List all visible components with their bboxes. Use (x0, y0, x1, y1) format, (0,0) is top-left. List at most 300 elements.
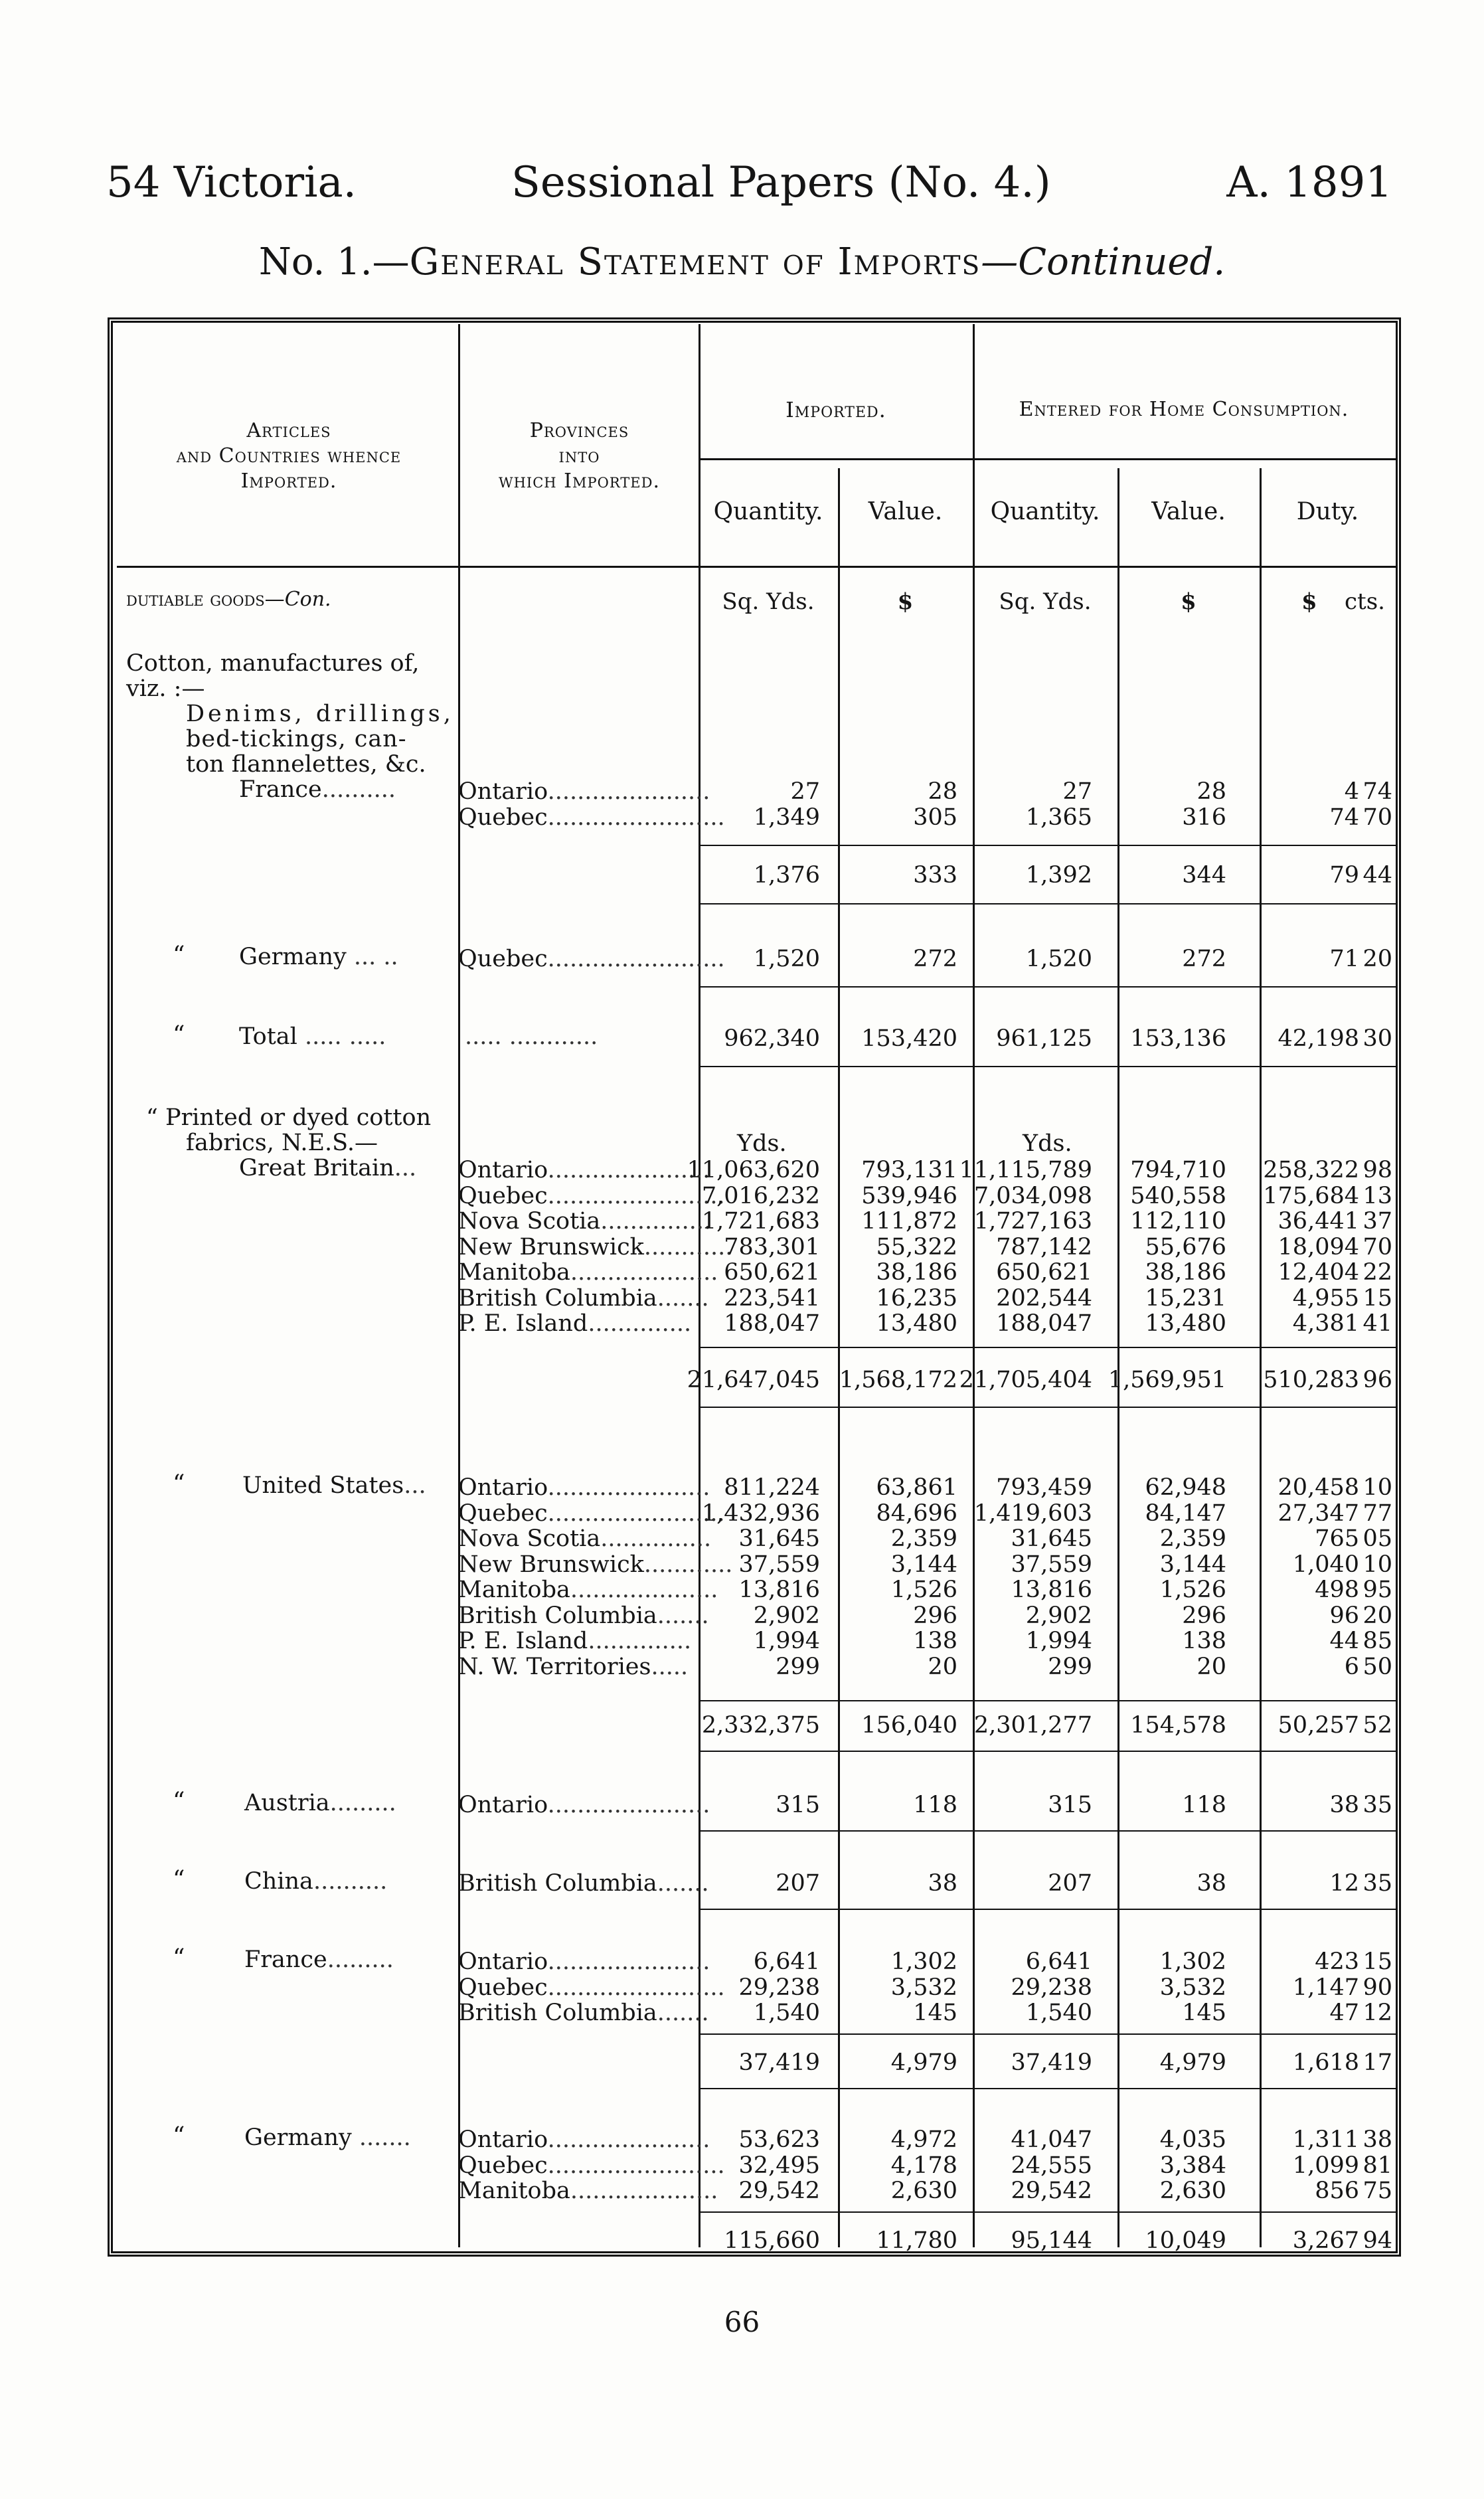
cotton-heading-viz: viz. :— (126, 675, 205, 702)
cell-duty (1278, 1208, 1392, 1235)
leader-dots: ........................ (547, 1500, 725, 1527)
leader-dots: .................... (570, 1259, 718, 1286)
cell-imported-value: 20 (928, 1653, 957, 1680)
group-denims-total (0, 1025, 1484, 1051)
cell-entered-value: 62,948 (1145, 1474, 1226, 1501)
cell-imported-qty: 37,419 (738, 2049, 820, 2076)
cell-imported-qty: 783,301 (724, 1233, 820, 1260)
cell-duty-cents: 12 (1362, 2000, 1392, 2026)
table-row (0, 1792, 1484, 1818)
cell-entered-qty: 37,419 (1011, 2049, 1092, 2076)
cell-province (458, 1654, 688, 1680)
cell-province (458, 778, 710, 805)
leader-dots: ....... (657, 2000, 709, 2026)
country-name: Germany (244, 2124, 352, 2151)
leader-dots: ............... (600, 1208, 712, 1235)
subtotal-rule (699, 903, 1396, 905)
cell-entered-value: 84,147 (1145, 1500, 1226, 1527)
cell-duty (1329, 946, 1392, 972)
cell-duty (1329, 1870, 1392, 1897)
denims-heading: Denims, drillings, (186, 701, 454, 727)
cell-imported-value: 111,872 (861, 1208, 957, 1235)
country-name: China (244, 1868, 313, 1895)
cell-entered-value: 540,558 (1130, 1182, 1226, 1209)
unit-yds: Yds. (737, 1130, 787, 1157)
cell-province (458, 2000, 709, 2026)
leader-dots: ..... ..... (297, 1023, 386, 1050)
table-row (0, 1259, 1484, 1285)
cell-entered-value: 4,979 (1159, 2049, 1226, 2076)
section-label-italic: Con. (284, 588, 331, 611)
leader-dots: ........................ (547, 1182, 725, 1209)
cell-province (458, 804, 725, 831)
province-name: Quebec (458, 804, 548, 831)
cell-entered-qty: 1,540 (1025, 2000, 1092, 2026)
cell-province (458, 1628, 691, 1654)
cell-imported-qty: 1,349 (753, 804, 820, 831)
cell-duty-dollars: 12 (1329, 1870, 1359, 1897)
cell-imported-qty: 29,542 (738, 2178, 820, 2204)
cell-entered-qty: 21,705,404 (959, 1367, 1092, 1393)
unit-duty-dollar: $ (1301, 588, 1317, 615)
province-name: Ontario (458, 778, 548, 805)
cell-duty-dollars: 74 (1329, 804, 1359, 831)
cell-duty-dollars: 175,684 (1263, 1182, 1359, 1209)
ditto-mark: “ (173, 1021, 185, 1049)
province-name: Quebec (458, 946, 548, 972)
cell-imported-value: 11,780 (876, 2227, 957, 2254)
table-row (0, 1157, 1484, 1183)
subtotal-row (0, 1367, 1484, 1393)
cell-entered-qty: 1,994 (1025, 1628, 1092, 1654)
table-row (0, 1974, 1484, 2000)
cell-entered-value: 13,480 (1145, 1310, 1226, 1337)
cell-imported-qty: 2,332,375 (701, 1712, 820, 1739)
table-row (0, 804, 1484, 830)
cell-imported-value: 4,972 (890, 2126, 957, 2153)
country-name: United States (242, 1472, 404, 1499)
cell-duty-cents: 35 (1362, 1792, 1392, 1818)
leader-dots: ... (394, 1155, 417, 1181)
cell-duty-dollars: 1,147 (1292, 1974, 1359, 2001)
cell-imported-qty: 1,432,936 (701, 1500, 820, 1527)
leader-dots: ....... (351, 2124, 411, 2151)
table-row (0, 1628, 1484, 1654)
cell-duty (1315, 1948, 1392, 1975)
leader-dots: .................... (570, 1577, 718, 1603)
province-name: Ontario (458, 1792, 548, 1818)
cell-province (458, 2126, 710, 2153)
cell-duty-cents: 95 (1362, 1577, 1392, 1603)
cell-duty (1278, 1712, 1392, 1739)
group-printed-us (0, 1474, 1484, 1679)
leader-dots: ............ (643, 1551, 733, 1578)
table-row (0, 1551, 1484, 1577)
cell-duty (1293, 2152, 1392, 2179)
group-printed-austria (0, 1792, 1484, 1818)
cell-duty-dollars: 3,267 (1292, 2227, 1359, 2254)
cell-duty-dollars: 71 (1329, 946, 1359, 972)
leader-dots: .............. (588, 1310, 692, 1337)
table-row (0, 1310, 1484, 1336)
cell-duty (1345, 1654, 1392, 1680)
cell-duty (1293, 2227, 1392, 2254)
cell-imported-qty: 1,540 (753, 2000, 820, 2026)
cell-duty-dollars: 18,094 (1278, 1233, 1359, 1260)
cell-province (458, 1974, 725, 2001)
group-printed-gb-total (0, 1367, 1484, 1393)
province-name: Ontario (458, 1948, 548, 1975)
leader-dots: ........................ (547, 804, 725, 831)
province-name: Manitoba (458, 2178, 570, 2204)
group-printed-us-total (0, 1712, 1484, 1738)
province-name: Quebec (458, 1974, 548, 2001)
page-header-center: Sessional Papers (No. 4.) (511, 158, 1051, 207)
cell-entered-value: 1,569,951 (1108, 1367, 1226, 1393)
cell-duty-dollars: 1,040 (1292, 1551, 1359, 1578)
cell-imported-value: 4,979 (890, 2049, 957, 2076)
group-denims-france (0, 778, 1484, 829)
cell-duty-dollars: 4,955 (1292, 1284, 1359, 1312)
cell-entered-value: 55,676 (1145, 1233, 1226, 1260)
page-header-left: 54 Victoria. (106, 158, 357, 207)
col-head-ent-value: Value. (1151, 498, 1226, 525)
leader-dots: ............ (643, 1233, 733, 1260)
cell-imported-value: 145 (913, 2000, 957, 2026)
cell-duty-dollars: 258,322 (1263, 1157, 1359, 1183)
col-head-imported: Imported. (785, 397, 886, 422)
leader-dots: ......... (329, 1790, 396, 1816)
cell-entered-value: 154,578 (1130, 1712, 1226, 1739)
cell-province (458, 1602, 709, 1629)
cell-duty-cents: 98 (1362, 1157, 1392, 1183)
cell-entered-qty: 2,301,277 (973, 1712, 1092, 1739)
cell-duty-dollars: 20,458 (1278, 1474, 1359, 1501)
cell-entered-value: 316 (1182, 804, 1226, 831)
leader-dots: ... .. (346, 944, 398, 970)
subtotal-row (0, 2049, 1484, 2075)
group-denims-france-total (0, 862, 1484, 888)
leader-dots: .................... (570, 2178, 718, 2204)
title-main: General Statement of Imports (409, 240, 981, 284)
country-name: Austria (244, 1790, 330, 1816)
cell-duty-dollars: 498 (1315, 1577, 1359, 1603)
cell-entered-qty: 31,645 (1011, 1525, 1092, 1552)
cell-entered-qty: 11,115,789 (959, 1157, 1092, 1183)
cell-entered-qty: 787,142 (996, 1233, 1092, 1260)
leader-dots: ..... (651, 1653, 689, 1680)
cell-duty-cents: 81 (1362, 2152, 1392, 2179)
cotton-heading: Cotton, manufactures of, (126, 650, 420, 677)
cell-entered-value: 10,049 (1145, 2227, 1226, 2254)
printed-heading: “ Printed or dyed cotton (146, 1104, 432, 1131)
cell-entered-value: 2,630 (1159, 2178, 1226, 2204)
cell-duty-cents: 85 (1362, 1628, 1392, 1654)
group-printed-china (0, 1870, 1484, 1896)
cell-duty-dollars: 27,347 (1278, 1500, 1359, 1527)
cell-duty-dollars: 79 (1329, 862, 1359, 889)
cell-imported-value: 84,696 (876, 1500, 957, 1527)
unit-imp-value: $ (897, 588, 914, 615)
cell-entered-qty: 13,816 (1011, 1577, 1092, 1603)
ditto-mark: “ (173, 1866, 185, 1893)
table-row (0, 2178, 1484, 2203)
group-printed-germany-total (0, 2227, 1484, 2253)
leader-dots: ..... ............ (465, 1023, 598, 1050)
cell-imported-qty: 27 (790, 778, 820, 805)
cell-imported-qty: 21,647,045 (687, 1367, 820, 1393)
subtotal-rule (699, 2033, 1396, 2035)
table-row (0, 1208, 1484, 1234)
cell-entered-qty: 1,392 (1025, 862, 1092, 889)
subtotal-row (0, 862, 1484, 888)
leader-dots: ........................ (547, 1974, 725, 2001)
cell-duty-dollars: 36,441 (1278, 1208, 1359, 1235)
cell-imported-value: 3,532 (890, 1974, 957, 2001)
cell-entered-value: 3,384 (1159, 2152, 1226, 2179)
cell-duty-cents: 44 (1362, 862, 1392, 889)
table-row (0, 1577, 1484, 1602)
cell-imported-qty: 53,623 (738, 2126, 820, 2153)
col-head-imp-qty: Quantity. (713, 498, 823, 525)
cell-entered-qty: 37,559 (1011, 1551, 1092, 1578)
cell-imported-qty: 188,047 (724, 1310, 820, 1337)
cell-duty (1278, 1474, 1392, 1501)
table-row (0, 2126, 1484, 2152)
subtotal-rule (699, 1909, 1396, 1910)
cell-imported-value: 38 (928, 1870, 957, 1897)
subtotal-row (0, 1712, 1484, 1738)
cell-imported-qty: 11,063,620 (687, 1157, 820, 1183)
cell-duty-cents: 37 (1362, 1208, 1392, 1235)
country-name: Great Britain (239, 1155, 394, 1181)
cell-province (458, 1525, 711, 1552)
leader-dots: ...................... (547, 1474, 710, 1501)
cell-duty (1293, 2049, 1392, 2076)
header-rule (699, 458, 1396, 460)
cell-imported-qty: 29,238 (738, 1974, 820, 2001)
cell-province (458, 1208, 711, 1235)
cell-entered-qty: 1,727,163 (973, 1208, 1092, 1235)
table-row (0, 946, 1484, 972)
cell-duty-cents: 22 (1362, 1259, 1392, 1286)
leader-dots: ... (404, 1472, 426, 1499)
col-head-duty: Duty. (1296, 498, 1359, 525)
col-head-provinces-line: which Imported. (499, 470, 660, 493)
cell-imported-value: 4,178 (890, 2152, 957, 2179)
cell-duty (1293, 1551, 1392, 1578)
cell-province (458, 946, 725, 972)
leader-dots: ........................ (547, 2152, 725, 2179)
table-row (0, 778, 1484, 804)
subtotal-rule (699, 845, 1396, 846)
cell-duty-cents: 15 (1362, 1948, 1392, 1975)
cell-entered-qty: 202,544 (996, 1284, 1092, 1312)
subtotal-rule (699, 2088, 1396, 2089)
cell-imported-qty: 223,541 (724, 1284, 820, 1312)
cell-imported-qty: 37,559 (738, 1551, 820, 1578)
cell-province (458, 1577, 718, 1603)
cell-entered-value: 138 (1182, 1628, 1226, 1654)
table-row (0, 1474, 1484, 1500)
cell-imported-value: 539,946 (861, 1182, 957, 1209)
cell-province (458, 1870, 709, 1897)
title-suffix: —Continued. (981, 240, 1226, 284)
cell-duty-cents: 15 (1362, 1284, 1392, 1312)
denims-heading: bed-tickings, can- (186, 726, 407, 752)
province-name: P. E. Island (458, 1628, 588, 1654)
cell-duty-dollars: 4 (1344, 778, 1359, 805)
province-name: N. W. Territories (458, 1653, 651, 1680)
cell-imported-value: 305 (913, 804, 957, 831)
cell-imported-qty: 6,641 (753, 1948, 820, 1975)
cell-imported-value: 2,630 (890, 2178, 957, 2204)
cell-imported-qty: 207 (776, 1870, 820, 1897)
cell-province (458, 1551, 732, 1578)
province-name: Quebec (458, 1182, 548, 1209)
cell-duty (1263, 1157, 1392, 1183)
cell-duty-cents: 94 (1362, 2227, 1392, 2254)
province-name: British Columbia (458, 2000, 657, 2026)
cell-duty-dollars: 47 (1329, 2000, 1359, 2026)
group-printed-france-total (0, 2049, 1484, 2075)
cell-imported-qty: 1,994 (753, 1628, 820, 1654)
cell-imported-qty: 299 (776, 1653, 820, 1680)
cell-imported-value: 333 (913, 862, 957, 889)
cell-duty-cents: 38 (1362, 2126, 1392, 2153)
cell-imported-value: 13,480 (876, 1310, 957, 1337)
leader-dots: ...................... (547, 1948, 710, 1975)
cell-entered-qty: 961,125 (996, 1025, 1092, 1052)
cell-entered-qty: 95,144 (1011, 2227, 1092, 2254)
cell-province (458, 1500, 725, 1527)
country-name: Germany (239, 944, 347, 970)
province-name: P. E. Island (458, 1310, 588, 1337)
cell-entered-qty: 27 (1062, 778, 1092, 805)
cell-entered-qty: 315 (1048, 1792, 1092, 1818)
cell-duty (1263, 1183, 1392, 1209)
table-row (0, 1025, 1484, 1051)
ditto-mark: “ (173, 1788, 185, 1815)
col-head-articles-line: Imported. (240, 470, 337, 493)
province-name: Ontario (458, 2126, 548, 2153)
ditto-mark: “ (173, 1470, 185, 1498)
table-row (0, 1525, 1484, 1551)
cell-province (458, 1183, 725, 1209)
page-header-right: A. 1891 (1226, 158, 1392, 207)
header-rule (117, 566, 1396, 568)
cell-province (458, 1259, 718, 1286)
cell-entered-value: 272 (1182, 946, 1226, 972)
leader-dots: .......... (313, 1868, 388, 1895)
cell-entered-value: 118 (1182, 1792, 1226, 1818)
cell-imported-value: 3,144 (890, 1551, 957, 1578)
table-row (0, 2000, 1484, 2025)
cell-imported-value: 1,568,172 (839, 1367, 957, 1393)
cell-entered-value: 1,526 (1159, 1577, 1226, 1603)
unit-ent-value: $ (1181, 588, 1196, 615)
subtotal-rule (699, 986, 1396, 988)
cell-duty-cents: 90 (1362, 1974, 1392, 2001)
cell-imported-qty: 2,902 (753, 1602, 820, 1629)
cell-duty-cents: 10 (1362, 1551, 1392, 1578)
province-name: Quebec (458, 2152, 548, 2179)
cell-duty (1293, 1974, 1392, 2001)
cell-imported-value: 118 (913, 1792, 957, 1818)
subtotal-rule (699, 1700, 1396, 1701)
cell-duty (1278, 1259, 1392, 1286)
denims-heading: ton flannelettes, &c. (186, 751, 426, 778)
cell-imported-value: 16,235 (876, 1284, 957, 1312)
cell-entered-value: 794,710 (1130, 1157, 1226, 1183)
cell-duty-dollars: 4,381 (1292, 1310, 1359, 1337)
col-head-articles-line: Articles (246, 419, 331, 442)
group-printed-france (0, 1948, 1484, 2025)
cell-entered-value: 344 (1182, 862, 1226, 889)
subtotal-rule (699, 2211, 1396, 2213)
leader-dots: ............... (600, 1525, 712, 1552)
cell-entered-qty: 299 (1048, 1653, 1092, 1680)
cell-entered-qty: 29,238 (1011, 1974, 1092, 2001)
subtotal-rule (699, 1347, 1396, 1348)
cell-duty-cents: 30 (1362, 1025, 1392, 1052)
cell-entered-qty: 188,047 (996, 1310, 1092, 1337)
cell-duty-cents: 05 (1362, 1525, 1392, 1552)
cell-imported-qty: 13,816 (738, 1577, 820, 1603)
group-printed-germany (0, 2126, 1484, 2203)
province-name: Ontario (458, 1157, 548, 1183)
table-row (0, 1234, 1484, 1260)
col-head-ent-qty: Quantity. (990, 498, 1100, 525)
cell-duty-cents: 20 (1362, 946, 1392, 972)
cell-imported-value: 272 (913, 946, 957, 972)
cell-province (458, 1948, 710, 1975)
cell-entered-qty: 1,419,603 (973, 1500, 1092, 1527)
cell-province (458, 1234, 732, 1260)
unit-imp-qty: Sq. Yds. (722, 588, 815, 615)
cell-imported-qty: 1,721,683 (701, 1208, 820, 1235)
cell-duty (1329, 2000, 1392, 2026)
unit-yds: Yds. (1023, 1130, 1072, 1157)
subtotal-rule (699, 1066, 1396, 1067)
cell-entered-qty: 650,621 (996, 1259, 1092, 1286)
cell-duty-dollars: 38 (1329, 1792, 1359, 1818)
col-head-provinces-line: Provinces (529, 419, 629, 442)
cell-duty-dollars: 856 (1315, 2178, 1359, 2204)
cell-imported-value: 153,420 (861, 1025, 957, 1052)
cell-entered-value: 112,110 (1130, 1208, 1226, 1235)
cell-duty-cents: 17 (1362, 2049, 1392, 2076)
cell-duty-cents: 52 (1362, 1712, 1392, 1739)
cell-imported-value: 1,302 (890, 1948, 957, 1975)
cell-duty-dollars: 423 (1315, 1948, 1359, 1975)
subtotal-rule (699, 1751, 1396, 1752)
cell-entered-qty: 29,542 (1011, 2178, 1092, 2204)
cell-duty (1278, 1500, 1392, 1527)
province-name: Nova Scotia (458, 1525, 601, 1552)
cell-entered-value: 15,231 (1145, 1284, 1226, 1312)
cell-duty-cents: 41 (1362, 1310, 1392, 1337)
cell-imported-value: 296 (913, 1602, 957, 1629)
group-printed-gb (0, 1157, 1484, 1336)
table-row (0, 1500, 1484, 1526)
cell-imported-value: 793,131 (861, 1157, 957, 1183)
table-row (0, 1870, 1484, 1896)
cell-province (458, 2152, 725, 2179)
cell-imported-qty: 32,495 (738, 2152, 820, 2179)
cell-entered-qty: 41,047 (1011, 2126, 1092, 2153)
col-head-provinces (461, 418, 697, 494)
